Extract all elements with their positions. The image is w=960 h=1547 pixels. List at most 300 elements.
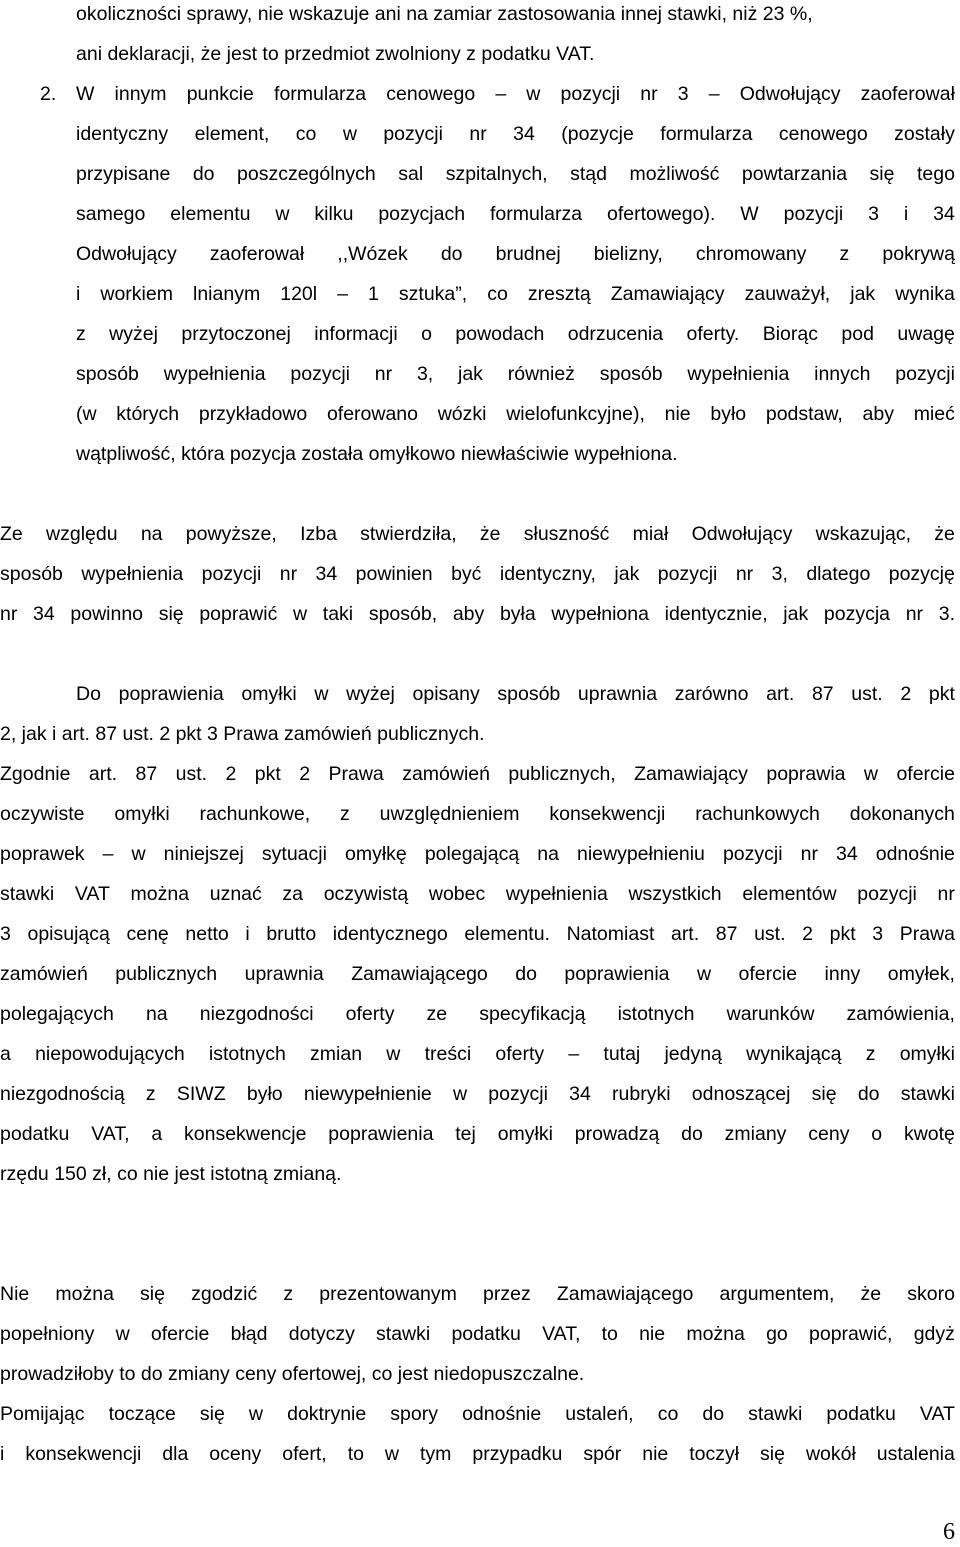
text-line xyxy=(76,320,955,348)
word: innym xyxy=(114,83,167,105)
word: stawki xyxy=(376,1323,431,1345)
word: 34 xyxy=(569,1083,591,1105)
text-line: wątpliwość, która pozycja została omyłkowo niewłaściwie wypełniona. xyxy=(76,443,678,465)
word: inny xyxy=(824,963,861,985)
word: mieć xyxy=(913,403,955,425)
word: W xyxy=(740,203,759,225)
word: wobec xyxy=(428,883,486,905)
word: ust. xyxy=(851,683,883,705)
word: wózki xyxy=(437,403,487,425)
word: co xyxy=(657,1403,679,1425)
word: do xyxy=(857,1083,880,1105)
word: nr xyxy=(937,883,955,905)
word: samego xyxy=(76,203,146,225)
word: ze xyxy=(426,1003,448,1025)
word: jak xyxy=(850,283,876,305)
word: – xyxy=(568,1043,580,1065)
word: zresztą xyxy=(527,283,591,305)
word: (w xyxy=(76,403,97,425)
word: treści xyxy=(424,1043,472,1065)
word: było xyxy=(246,1083,283,1105)
word: poprawić, xyxy=(809,1323,893,1345)
word: oczywistą xyxy=(323,883,409,905)
word: 87 xyxy=(715,923,738,945)
word: stawki xyxy=(0,883,55,905)
word: wypełnienia xyxy=(81,563,184,585)
word: niewypełnienie xyxy=(303,1083,432,1105)
word: o xyxy=(871,1123,883,1145)
word: niniejszej xyxy=(163,843,244,865)
word: stawki xyxy=(900,1083,955,1105)
word: omyłki xyxy=(497,1123,553,1145)
word: tej xyxy=(455,1123,476,1145)
word: pkt xyxy=(829,923,856,945)
word: Odwołujący xyxy=(739,83,841,105)
word: do xyxy=(440,243,463,265)
word: formularza xyxy=(489,203,583,225)
word: poszczególnych xyxy=(237,163,376,185)
word: pozycjach xyxy=(378,203,466,225)
word: zmiany xyxy=(724,1123,787,1145)
word: ofercie xyxy=(896,763,955,785)
word: 3, xyxy=(771,563,788,585)
word: 2 xyxy=(299,763,311,785)
word: jak xyxy=(783,603,809,625)
text-line xyxy=(0,1280,955,1308)
text-line xyxy=(0,800,955,828)
word: się xyxy=(760,1443,785,1465)
word: w xyxy=(131,843,146,865)
word: ,,Wózek xyxy=(337,243,408,265)
word: Zamawiający xyxy=(634,763,748,785)
word: poprawek xyxy=(0,843,85,865)
word: szpitalnych, xyxy=(445,163,548,185)
word: art. xyxy=(88,763,118,785)
word: sytuacji xyxy=(261,843,327,865)
page-number: 6 xyxy=(943,1519,955,1545)
word: konsekwencji xyxy=(549,803,666,825)
word: sztuka”, xyxy=(398,283,468,305)
word: sposób, xyxy=(368,603,438,625)
word: bielizny, xyxy=(593,243,663,265)
word: ustalenia xyxy=(876,1443,955,1465)
text-line: prowadziłoby to do zmiany ceny ofertowej, co jest niedopuszczalne. xyxy=(0,1363,585,1385)
text-line xyxy=(0,880,955,908)
text-line xyxy=(76,280,955,308)
word: identyczny, xyxy=(499,563,596,585)
word: 3 xyxy=(872,923,884,945)
word: dla xyxy=(162,1443,189,1465)
word: co xyxy=(295,123,317,145)
word: w xyxy=(386,1043,401,1065)
text-line xyxy=(0,920,955,948)
word: nie xyxy=(642,1443,669,1465)
word: Natomiast xyxy=(566,923,655,945)
word: kwotę xyxy=(903,1123,955,1145)
word: publicznych, xyxy=(508,763,616,785)
word: w xyxy=(526,83,541,105)
word: kilku xyxy=(314,203,354,225)
text-line xyxy=(0,520,955,548)
word: ofert, xyxy=(282,1443,327,1465)
word: podatku xyxy=(451,1323,521,1345)
word: istotnych xyxy=(617,1003,695,1025)
word: jak xyxy=(614,563,640,585)
word: zamówień xyxy=(0,963,88,985)
word: się xyxy=(199,1403,225,1425)
text-line xyxy=(76,200,955,228)
word: element, xyxy=(194,123,270,145)
word: to xyxy=(601,1323,618,1345)
word: publicznych xyxy=(115,963,218,985)
word: wypełnienia xyxy=(687,363,790,385)
word: wypełnienia xyxy=(163,363,266,385)
word: – xyxy=(337,283,348,305)
word: 3 xyxy=(868,203,879,225)
word: rachunkowych xyxy=(695,803,820,825)
word: a xyxy=(0,1043,11,1065)
word: pokrywą xyxy=(882,243,955,265)
word: z xyxy=(283,1283,294,1305)
word: Prawa xyxy=(899,923,955,945)
word: w xyxy=(342,123,357,145)
word: niewypełnieniu xyxy=(576,843,705,865)
text-line xyxy=(76,240,955,268)
word: przypadku xyxy=(472,1443,563,1465)
word: na xyxy=(537,843,559,865)
word: Biorąc xyxy=(762,323,818,345)
word: pozycji xyxy=(722,843,783,865)
word: dlatego xyxy=(806,563,871,585)
word: oferty xyxy=(345,1003,395,1025)
word: wielofunkcyjne), xyxy=(506,403,645,425)
word: stwierdziła, xyxy=(360,523,457,545)
word: gdyż xyxy=(913,1323,955,1345)
word: jak xyxy=(458,363,483,385)
word: za xyxy=(282,883,304,905)
word: ust. xyxy=(754,923,786,945)
text-line xyxy=(0,1440,955,1468)
word: omyłki xyxy=(899,1043,955,1065)
word: go xyxy=(766,1323,788,1345)
word: omyłki xyxy=(114,803,170,825)
word: błąd xyxy=(230,1323,268,1345)
word: tego xyxy=(916,163,955,185)
text-line xyxy=(0,1400,955,1428)
word: w xyxy=(452,1083,468,1105)
word: polegających xyxy=(0,1003,114,1025)
word: brutto xyxy=(266,923,317,945)
word: elementu xyxy=(170,203,251,225)
word: cenę xyxy=(126,923,169,945)
word: nr xyxy=(469,123,487,145)
text-line xyxy=(0,760,955,788)
word: również xyxy=(507,363,575,385)
word: odnoszącej xyxy=(691,1083,791,1105)
word: identycznie, xyxy=(664,603,768,625)
word: uprawnia xyxy=(577,683,658,705)
word: VAT xyxy=(919,1403,955,1425)
word: zgodzić xyxy=(191,1283,258,1305)
word: z xyxy=(865,1043,876,1065)
word: Zamawiającego xyxy=(351,963,488,985)
word: jedyną xyxy=(664,1043,722,1065)
word: powodach xyxy=(455,323,545,345)
word: odrzucenia xyxy=(567,323,664,345)
word: zamówienia, xyxy=(846,1003,955,1025)
word: konsekwencje xyxy=(184,1123,307,1145)
word: art. xyxy=(766,683,795,705)
word: przypisane xyxy=(76,163,171,185)
word: Ze xyxy=(0,523,23,545)
word: spory xyxy=(390,1403,438,1425)
word: w xyxy=(293,603,308,625)
word: się xyxy=(811,1083,837,1105)
word: co xyxy=(487,283,508,305)
word: nr xyxy=(374,363,393,385)
word: ustaleń, xyxy=(565,1403,634,1425)
word: z xyxy=(76,323,86,345)
word: nr xyxy=(279,563,298,585)
word: warunków xyxy=(726,1003,815,1025)
word: stąd xyxy=(570,163,607,185)
word: była xyxy=(499,603,536,625)
word: że xyxy=(479,523,501,545)
word: pkt xyxy=(254,763,281,785)
word: do xyxy=(681,1123,703,1145)
word: wypełnienia xyxy=(505,883,608,905)
text-line xyxy=(0,1120,955,1148)
word: lnianym xyxy=(193,283,261,305)
word: VAT xyxy=(74,883,110,905)
word: było xyxy=(710,403,747,425)
word: polegającą xyxy=(424,843,520,865)
word: skoro xyxy=(907,1283,955,1305)
word: do xyxy=(702,1403,725,1425)
word: wyżej xyxy=(346,683,395,705)
word: z xyxy=(839,243,850,265)
word: netto xyxy=(185,923,229,945)
word: elementu. xyxy=(464,923,550,945)
word: prowadzą xyxy=(574,1123,660,1145)
word: pozycję xyxy=(888,563,955,585)
word: być xyxy=(451,563,482,585)
word: wszystkich xyxy=(628,883,722,905)
word: aby xyxy=(452,603,485,625)
word: pozycji xyxy=(290,363,350,385)
word: 2 xyxy=(900,683,912,705)
word: punkcie xyxy=(186,83,254,105)
word: dotyczy xyxy=(288,1323,355,1345)
word: dokonanych xyxy=(849,803,955,825)
text-line xyxy=(0,960,955,988)
word: pozycji xyxy=(560,83,621,105)
word: do xyxy=(192,163,215,185)
word: prezentowanym xyxy=(319,1283,457,1305)
word: na xyxy=(145,1003,168,1025)
word: toczące xyxy=(108,1403,176,1425)
word: oczywiste xyxy=(0,803,85,825)
word: przykładowo xyxy=(198,403,308,425)
text-line xyxy=(76,160,955,188)
word: 3, xyxy=(416,363,434,385)
word: pozycji xyxy=(895,363,955,385)
word: wynikającą xyxy=(746,1043,842,1065)
word: powinien xyxy=(355,563,433,585)
word: ofercie xyxy=(738,963,798,985)
text-line: okoliczności sprawy, nie wskazuje ani na zamiar zastosowania innej stawki, niż 23 %, xyxy=(76,3,813,25)
word: cenowego xyxy=(778,123,868,145)
text-line: rzędu 150 zł, co nie jest istotną zmianą. xyxy=(0,1163,342,1185)
word: stawki xyxy=(748,1403,803,1425)
word: się xyxy=(869,163,895,185)
word: 34 xyxy=(315,563,338,585)
word: art. xyxy=(670,923,700,945)
word: 87 xyxy=(135,763,158,785)
word: podstaw, xyxy=(765,403,843,425)
text-line xyxy=(0,840,955,868)
word: W xyxy=(76,83,95,105)
word: uwzględnieniem xyxy=(379,803,520,825)
word: pkt xyxy=(928,683,955,705)
word: innych xyxy=(814,363,871,385)
word: poprawić xyxy=(199,603,278,625)
word: tutaj xyxy=(603,1043,641,1065)
word: wokół xyxy=(805,1443,856,1465)
word: na xyxy=(140,523,163,545)
word: spór xyxy=(583,1443,622,1465)
word: nr xyxy=(640,83,658,105)
text-line: ani deklaracji, że jest to przedmiot zwolniony z podatku VAT. xyxy=(76,43,595,65)
word: w xyxy=(863,763,879,785)
word: zamówień xyxy=(402,763,490,785)
word: Do xyxy=(76,683,101,705)
word: poprawienia xyxy=(328,1123,434,1145)
word: uprawnia xyxy=(244,963,324,985)
word: 34 xyxy=(933,203,955,225)
word: odnośnie xyxy=(875,843,955,865)
word: i xyxy=(0,1443,5,1465)
word: (pozycje xyxy=(561,123,634,145)
word: 34 xyxy=(513,123,535,145)
word: tym xyxy=(419,1443,452,1465)
word: Zamawiający xyxy=(610,283,725,305)
text-line xyxy=(76,680,955,708)
word: Odwołujący xyxy=(691,523,793,545)
word: zostały xyxy=(894,123,955,145)
word: można xyxy=(686,1323,745,1345)
word: uwagę xyxy=(897,323,955,345)
word: wskazując, xyxy=(815,523,912,545)
word: – xyxy=(495,83,507,105)
word: podatku xyxy=(826,1403,896,1425)
word: ofercie xyxy=(150,1323,210,1345)
word: rubryki xyxy=(612,1083,671,1105)
word: – xyxy=(708,83,720,105)
word: pozycji xyxy=(488,1083,548,1105)
word: 2 xyxy=(802,923,813,945)
word: nr xyxy=(735,563,754,585)
word: 87 xyxy=(811,683,834,705)
word: i xyxy=(76,283,81,305)
text-line: 2. xyxy=(40,83,57,105)
word: poprawia xyxy=(766,763,846,785)
word: ceny xyxy=(808,1123,850,1145)
text-line xyxy=(0,600,955,628)
word: 34 xyxy=(835,843,858,865)
word: 3 xyxy=(0,923,11,945)
word: podatku xyxy=(0,1123,70,1145)
text-line xyxy=(76,360,955,388)
word: względu xyxy=(46,523,118,545)
word: niepowodujących xyxy=(35,1043,185,1065)
word: oferowano xyxy=(326,403,419,425)
text-line xyxy=(0,560,955,588)
word: w xyxy=(248,1403,264,1425)
word: 3. xyxy=(938,603,955,625)
word: omyłkę xyxy=(345,843,407,865)
word: rachunkowe, xyxy=(199,803,311,825)
word: Zamawiającego xyxy=(556,1283,694,1305)
word: odnośnie xyxy=(462,1403,542,1425)
word: doktrynie xyxy=(287,1403,367,1425)
word: do xyxy=(515,963,537,985)
word: opisany xyxy=(412,683,480,705)
word: Zgodnie xyxy=(0,763,71,785)
word: Odwołujący xyxy=(76,243,177,265)
word: słuszność xyxy=(523,523,610,545)
word: oferty xyxy=(495,1043,545,1065)
word: sposób xyxy=(497,683,561,705)
text-line xyxy=(76,120,955,148)
word: specyfikacją xyxy=(479,1003,586,1025)
word: zaoferował xyxy=(860,83,955,105)
word: chromowany xyxy=(695,243,807,265)
word: a xyxy=(151,1123,163,1145)
word: o xyxy=(421,323,432,345)
word: opisującą xyxy=(27,923,110,945)
word: identycznego xyxy=(332,923,448,945)
word: istotnych xyxy=(208,1043,286,1065)
word: 3 xyxy=(677,83,689,105)
word: nie xyxy=(639,1323,666,1345)
word: powtarzania xyxy=(741,163,848,185)
word: w xyxy=(314,683,329,705)
word: to xyxy=(347,1443,364,1465)
word: toczył xyxy=(689,1443,740,1465)
word: z xyxy=(340,803,350,825)
word: nr xyxy=(800,843,818,865)
text-line xyxy=(76,80,955,108)
word: oferty. xyxy=(686,323,740,345)
word: i xyxy=(245,923,250,945)
word: sposób xyxy=(599,363,663,385)
word: elementów xyxy=(742,883,837,905)
word: miał xyxy=(632,523,669,545)
word: w xyxy=(115,1323,130,1345)
word: przytoczonej xyxy=(181,323,291,345)
word: w xyxy=(696,963,712,985)
word: poprawienia xyxy=(118,683,224,705)
word: SIWZ xyxy=(176,1083,226,1105)
word: zauważył, xyxy=(744,283,831,305)
word: pozycji xyxy=(657,563,718,585)
word: niezgodnością xyxy=(0,1083,125,1105)
word: pozycja xyxy=(823,603,891,625)
word: poprawienia xyxy=(564,963,670,985)
word: niezgodności xyxy=(199,1003,314,1025)
text-line xyxy=(0,1320,955,1348)
